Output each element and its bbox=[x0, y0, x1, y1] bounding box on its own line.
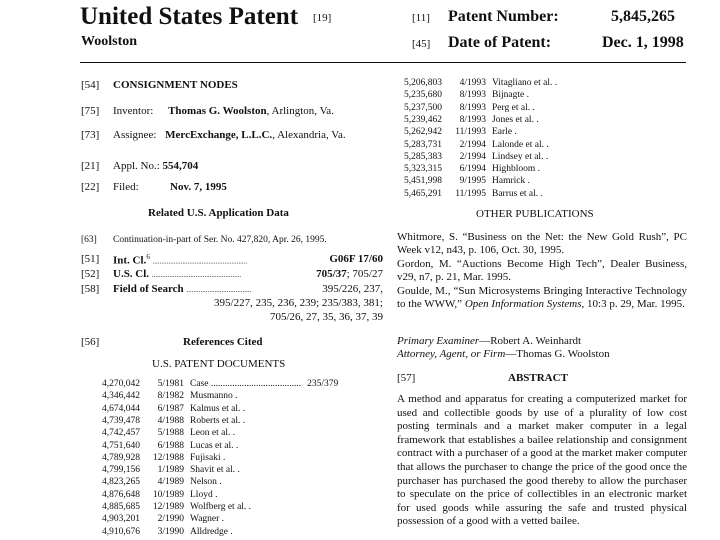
reference-date: 4/1993 bbox=[459, 78, 486, 88]
reference-row bbox=[96, 452, 225, 464]
field-tag-63: [63] bbox=[81, 235, 97, 245]
field-tag-57: [57] bbox=[397, 372, 416, 384]
us-cl-value bbox=[316, 268, 383, 280]
field-tag-58: [58] bbox=[81, 283, 100, 295]
reference-date: 5/1981 bbox=[157, 379, 184, 389]
reference-row bbox=[96, 513, 224, 525]
reference-date: 6/1988 bbox=[157, 440, 184, 451]
int-cl-label: Int. Cl. bbox=[113, 254, 147, 267]
reference-row bbox=[96, 476, 222, 488]
reference-name: Lucas et al. . bbox=[190, 440, 239, 451]
reference-row bbox=[96, 526, 233, 538]
patent-header-title: United States Patent bbox=[80, 3, 299, 30]
reference-number: 4,789,928 bbox=[102, 452, 140, 463]
reference-row bbox=[398, 77, 557, 89]
reference-row bbox=[96, 489, 217, 501]
reference-name: Jones et al. . bbox=[492, 114, 539, 125]
reference-name: Wolfberg et al. . bbox=[190, 502, 252, 512]
abstract-heading: ABSTRACT bbox=[508, 372, 568, 384]
reference-number: 4,739,478 bbox=[102, 415, 140, 426]
filed-date: Nov. 7, 1995 bbox=[170, 181, 227, 193]
examiner-name: —Robert A. Weinhardt bbox=[479, 335, 582, 347]
search-label: Field of Search bbox=[113, 283, 184, 295]
reference-name: Nelson . bbox=[190, 477, 222, 488]
inventor-line bbox=[113, 105, 334, 117]
reference-number: 5,465,291 bbox=[404, 188, 442, 199]
abstract-text: A method and apparatus for creating a computerized market for used and collectible goods by use of a plurality of low cost posting terminals and a market maker computer in a legal framework that establishes a bailee relationship and consignment contract with a purchaser of a good at the market maker computer that allows the purchaser to change the price of the good once the purchaser has purchased the good thereby to allow the purchaser to speculate on the price of collectibles in an electronic market for used goods while assuring the safe and trusted physical possession of a good with a vetted bailee. bbox=[397, 393, 687, 528]
reference-date: 10/1989 bbox=[152, 489, 184, 500]
reference-date: 2/1990 bbox=[157, 514, 184, 525]
reference-date: 6/1987 bbox=[157, 403, 184, 414]
int-cl-line bbox=[113, 253, 383, 267]
reference-date: 11/1995 bbox=[455, 188, 486, 199]
date-label: Date of Patent: bbox=[448, 34, 552, 51]
reference-number: 5,283,731 bbox=[404, 139, 442, 150]
reference-name: Wagner . bbox=[190, 514, 225, 525]
reference-date: 12/1989 bbox=[152, 502, 184, 512]
reference-name: Hamrick . bbox=[492, 176, 530, 187]
attorney-name: —Thomas G. Woolston bbox=[505, 348, 610, 360]
reference-number: 5,235,680 bbox=[404, 90, 442, 101]
reference-name: Bijnagte . bbox=[492, 90, 529, 101]
us-cl-line bbox=[113, 268, 383, 280]
reference-name: Lloyd . bbox=[190, 489, 218, 500]
date-of-patent: Dec. 1, 1998 bbox=[602, 34, 684, 51]
publication-gordon: Gordon, M. “Auctions Become High Tech”, Dealer Business, v29, n7, p. 21, Mar. 1995. bbox=[397, 258, 687, 284]
reference-date: 12/1988 bbox=[152, 452, 184, 463]
patent-number: 5,845,265 bbox=[611, 8, 675, 25]
reference-name: Kalmus et al. . bbox=[190, 403, 246, 414]
reference-row bbox=[398, 89, 529, 101]
reference-date: 6/1994 bbox=[459, 164, 486, 175]
reference-number: 4,674,044 bbox=[102, 403, 140, 414]
reference-date: 8/1982 bbox=[157, 391, 184, 402]
reference-row bbox=[96, 378, 338, 390]
reference-number: 5,237,500 bbox=[404, 102, 442, 113]
reference-date: 8/1993 bbox=[459, 102, 486, 113]
reference-name: Roberts et al. . bbox=[190, 415, 246, 426]
reference-number: 4,876,648 bbox=[102, 489, 140, 500]
assignee-line bbox=[113, 129, 346, 141]
reference-date: 8/1993 bbox=[459, 114, 486, 125]
us-cl-label: U.S. Cl. bbox=[113, 268, 150, 280]
publication-whitmore: Whitmore, S. “Business on the Net: the New Gold Rush”, PC Week v12, n43, p. 106, Oct. 30, 1995. bbox=[397, 231, 687, 257]
reference-name: Barrus et al. . bbox=[492, 188, 543, 199]
pub3-main: Goulde, M., “Sun Microsystems Bringing Interactive Technology to the WWW,” bbox=[397, 285, 687, 311]
field-tag-56: [56] bbox=[81, 336, 100, 348]
us-cl-value-bold: 705/37 bbox=[316, 268, 347, 280]
title-tag: [19] bbox=[313, 12, 332, 24]
reference-number: 4,910,676 bbox=[102, 526, 140, 537]
appl-label: Appl. No.: bbox=[113, 160, 160, 172]
us-cl-value-rest: ; 705/27 bbox=[346, 268, 383, 280]
reference-row bbox=[96, 501, 251, 513]
reference-row bbox=[398, 114, 539, 126]
reference-name: Earle . bbox=[492, 127, 517, 138]
reference-row bbox=[398, 163, 540, 175]
int-cl-sup: 6 bbox=[146, 253, 150, 261]
inventor-name: Thomas G. Woolston bbox=[168, 105, 267, 117]
patent-number-tag: [11] bbox=[412, 12, 430, 24]
assignee-label: Assignee: bbox=[113, 129, 157, 141]
reference-date: 4/1989 bbox=[157, 477, 184, 488]
assignee-name: MercExchange, L.L.C. bbox=[165, 129, 273, 141]
search-line-3: 705/26, 27, 35, 36, 37, 39 bbox=[269, 311, 383, 323]
inventor-location: , Arlington, Va. bbox=[266, 105, 334, 117]
field-of-search-line bbox=[113, 283, 383, 295]
invention-title: CONSIGNMENT NODES bbox=[113, 79, 238, 91]
publication-goulde bbox=[397, 285, 687, 312]
inventor-surname: Woolston bbox=[81, 34, 138, 49]
reference-name: Shavit et al. . bbox=[190, 465, 240, 476]
us-patent-docs-heading: U.S. PATENT DOCUMENTS bbox=[152, 358, 286, 370]
reference-name: Perg et al. . bbox=[492, 102, 535, 113]
reference-name: Musmanno . bbox=[190, 391, 238, 402]
search-line-2: 395/227, 235, 236, 239; 235/383, 381; bbox=[214, 297, 383, 309]
reference-class: 235/379 bbox=[307, 379, 339, 389]
int-cl-value: G06F 17/60 bbox=[329, 253, 383, 265]
references-heading: References Cited bbox=[183, 336, 263, 348]
reference-row bbox=[398, 175, 530, 187]
field-tag-73: [73] bbox=[81, 129, 100, 141]
reference-date: 1/1989 bbox=[157, 465, 184, 476]
continuation-text: Continuation-in-part of Ser. No. 427,820, Apr. 26, 1995. bbox=[113, 235, 327, 245]
reference-date: 2/1994 bbox=[459, 139, 486, 150]
primary-examiner bbox=[397, 335, 581, 347]
reference-name: Vitagliano et al. . bbox=[492, 78, 558, 88]
header-rule bbox=[80, 62, 686, 63]
reference-number: 4,346,442 bbox=[102, 391, 140, 402]
field-tag-51: [51] bbox=[81, 253, 100, 265]
reference-number: 5,262,942 bbox=[404, 127, 442, 138]
reference-row bbox=[96, 390, 238, 402]
field-tag-21: [21] bbox=[81, 160, 100, 172]
date-tag: [45] bbox=[412, 38, 431, 50]
reference-row bbox=[96, 403, 245, 415]
attorney-line bbox=[397, 348, 610, 360]
reference-date: 3/1990 bbox=[157, 526, 184, 537]
reference-name: Lindsey et al. . bbox=[492, 151, 549, 162]
pub3-tail: , 10:3 p. 29, Mar. 1995. bbox=[581, 298, 685, 311]
examiner-label: Primary Examiner bbox=[397, 335, 480, 347]
reference-number: 4,903,201 bbox=[102, 514, 140, 525]
us-cl-dots: ................................................... bbox=[151, 271, 242, 279]
reference-date: 4/1988 bbox=[157, 415, 184, 426]
reference-date: 11/1993 bbox=[455, 127, 486, 138]
field-tag-52: [52] bbox=[81, 268, 100, 280]
reference-row bbox=[96, 415, 245, 427]
reference-number: 5,451,998 bbox=[404, 176, 442, 187]
reference-number: 4,270,042 bbox=[102, 379, 140, 389]
appl-number: 554,704 bbox=[162, 160, 199, 172]
search-line-1: 395/226, 237, bbox=[322, 283, 383, 295]
reference-row bbox=[398, 151, 548, 163]
attorney-label: Attorney, Agent, or Firm bbox=[397, 348, 506, 360]
pub3-journal: Open Information Systems bbox=[464, 298, 582, 311]
reference-name: Alldredge . bbox=[190, 526, 233, 537]
reference-row bbox=[96, 464, 240, 476]
inventor-label: Inventor: bbox=[113, 105, 154, 117]
reference-name: Case ...................................... bbox=[190, 379, 302, 389]
reference-name: Fujisaki . bbox=[190, 452, 226, 463]
field-tag-22: [22] bbox=[81, 181, 100, 193]
field-tag-75: [75] bbox=[81, 105, 100, 117]
reference-number: 4,885,685 bbox=[102, 502, 140, 512]
reference-number: 5,239,462 bbox=[404, 114, 442, 125]
reference-row bbox=[398, 188, 543, 200]
field-tag-54: [54] bbox=[81, 79, 100, 91]
appl-line bbox=[113, 160, 198, 172]
reference-number: 5,206,803 bbox=[404, 78, 442, 88]
reference-name: Lalonde et al. . bbox=[492, 139, 549, 150]
reference-row bbox=[96, 427, 235, 439]
reference-row bbox=[398, 139, 549, 151]
reference-number: 5,323,315 bbox=[404, 164, 442, 175]
filed-label: Filed: bbox=[113, 181, 139, 193]
reference-name: Leon et al. . bbox=[190, 428, 236, 439]
search-dots: ..................................... bbox=[186, 286, 252, 294]
related-heading: Related U.S. Application Data bbox=[148, 207, 289, 219]
reference-date: 9/1995 bbox=[459, 176, 486, 187]
reference-date: 8/1993 bbox=[459, 90, 486, 101]
reference-row bbox=[398, 126, 517, 138]
int-cl-dots: ...................................................... bbox=[152, 257, 248, 266]
reference-number: 5,285,383 bbox=[404, 151, 442, 162]
reference-number: 4,799,156 bbox=[102, 465, 140, 476]
reference-date: 5/1988 bbox=[157, 428, 184, 439]
reference-date: 2/1994 bbox=[459, 151, 486, 162]
reference-number: 4,823,265 bbox=[102, 477, 140, 488]
reference-number: 4,751,640 bbox=[102, 440, 140, 451]
other-publications-heading: OTHER PUBLICATIONS bbox=[476, 208, 594, 220]
reference-name: Highbloom . bbox=[492, 164, 541, 175]
assignee-location: , Alexandria, Va. bbox=[272, 129, 346, 141]
reference-number: 4,742,457 bbox=[102, 428, 140, 439]
patent-number-label: Patent Number: bbox=[448, 8, 559, 25]
reference-row bbox=[398, 102, 535, 114]
reference-row bbox=[96, 440, 238, 452]
